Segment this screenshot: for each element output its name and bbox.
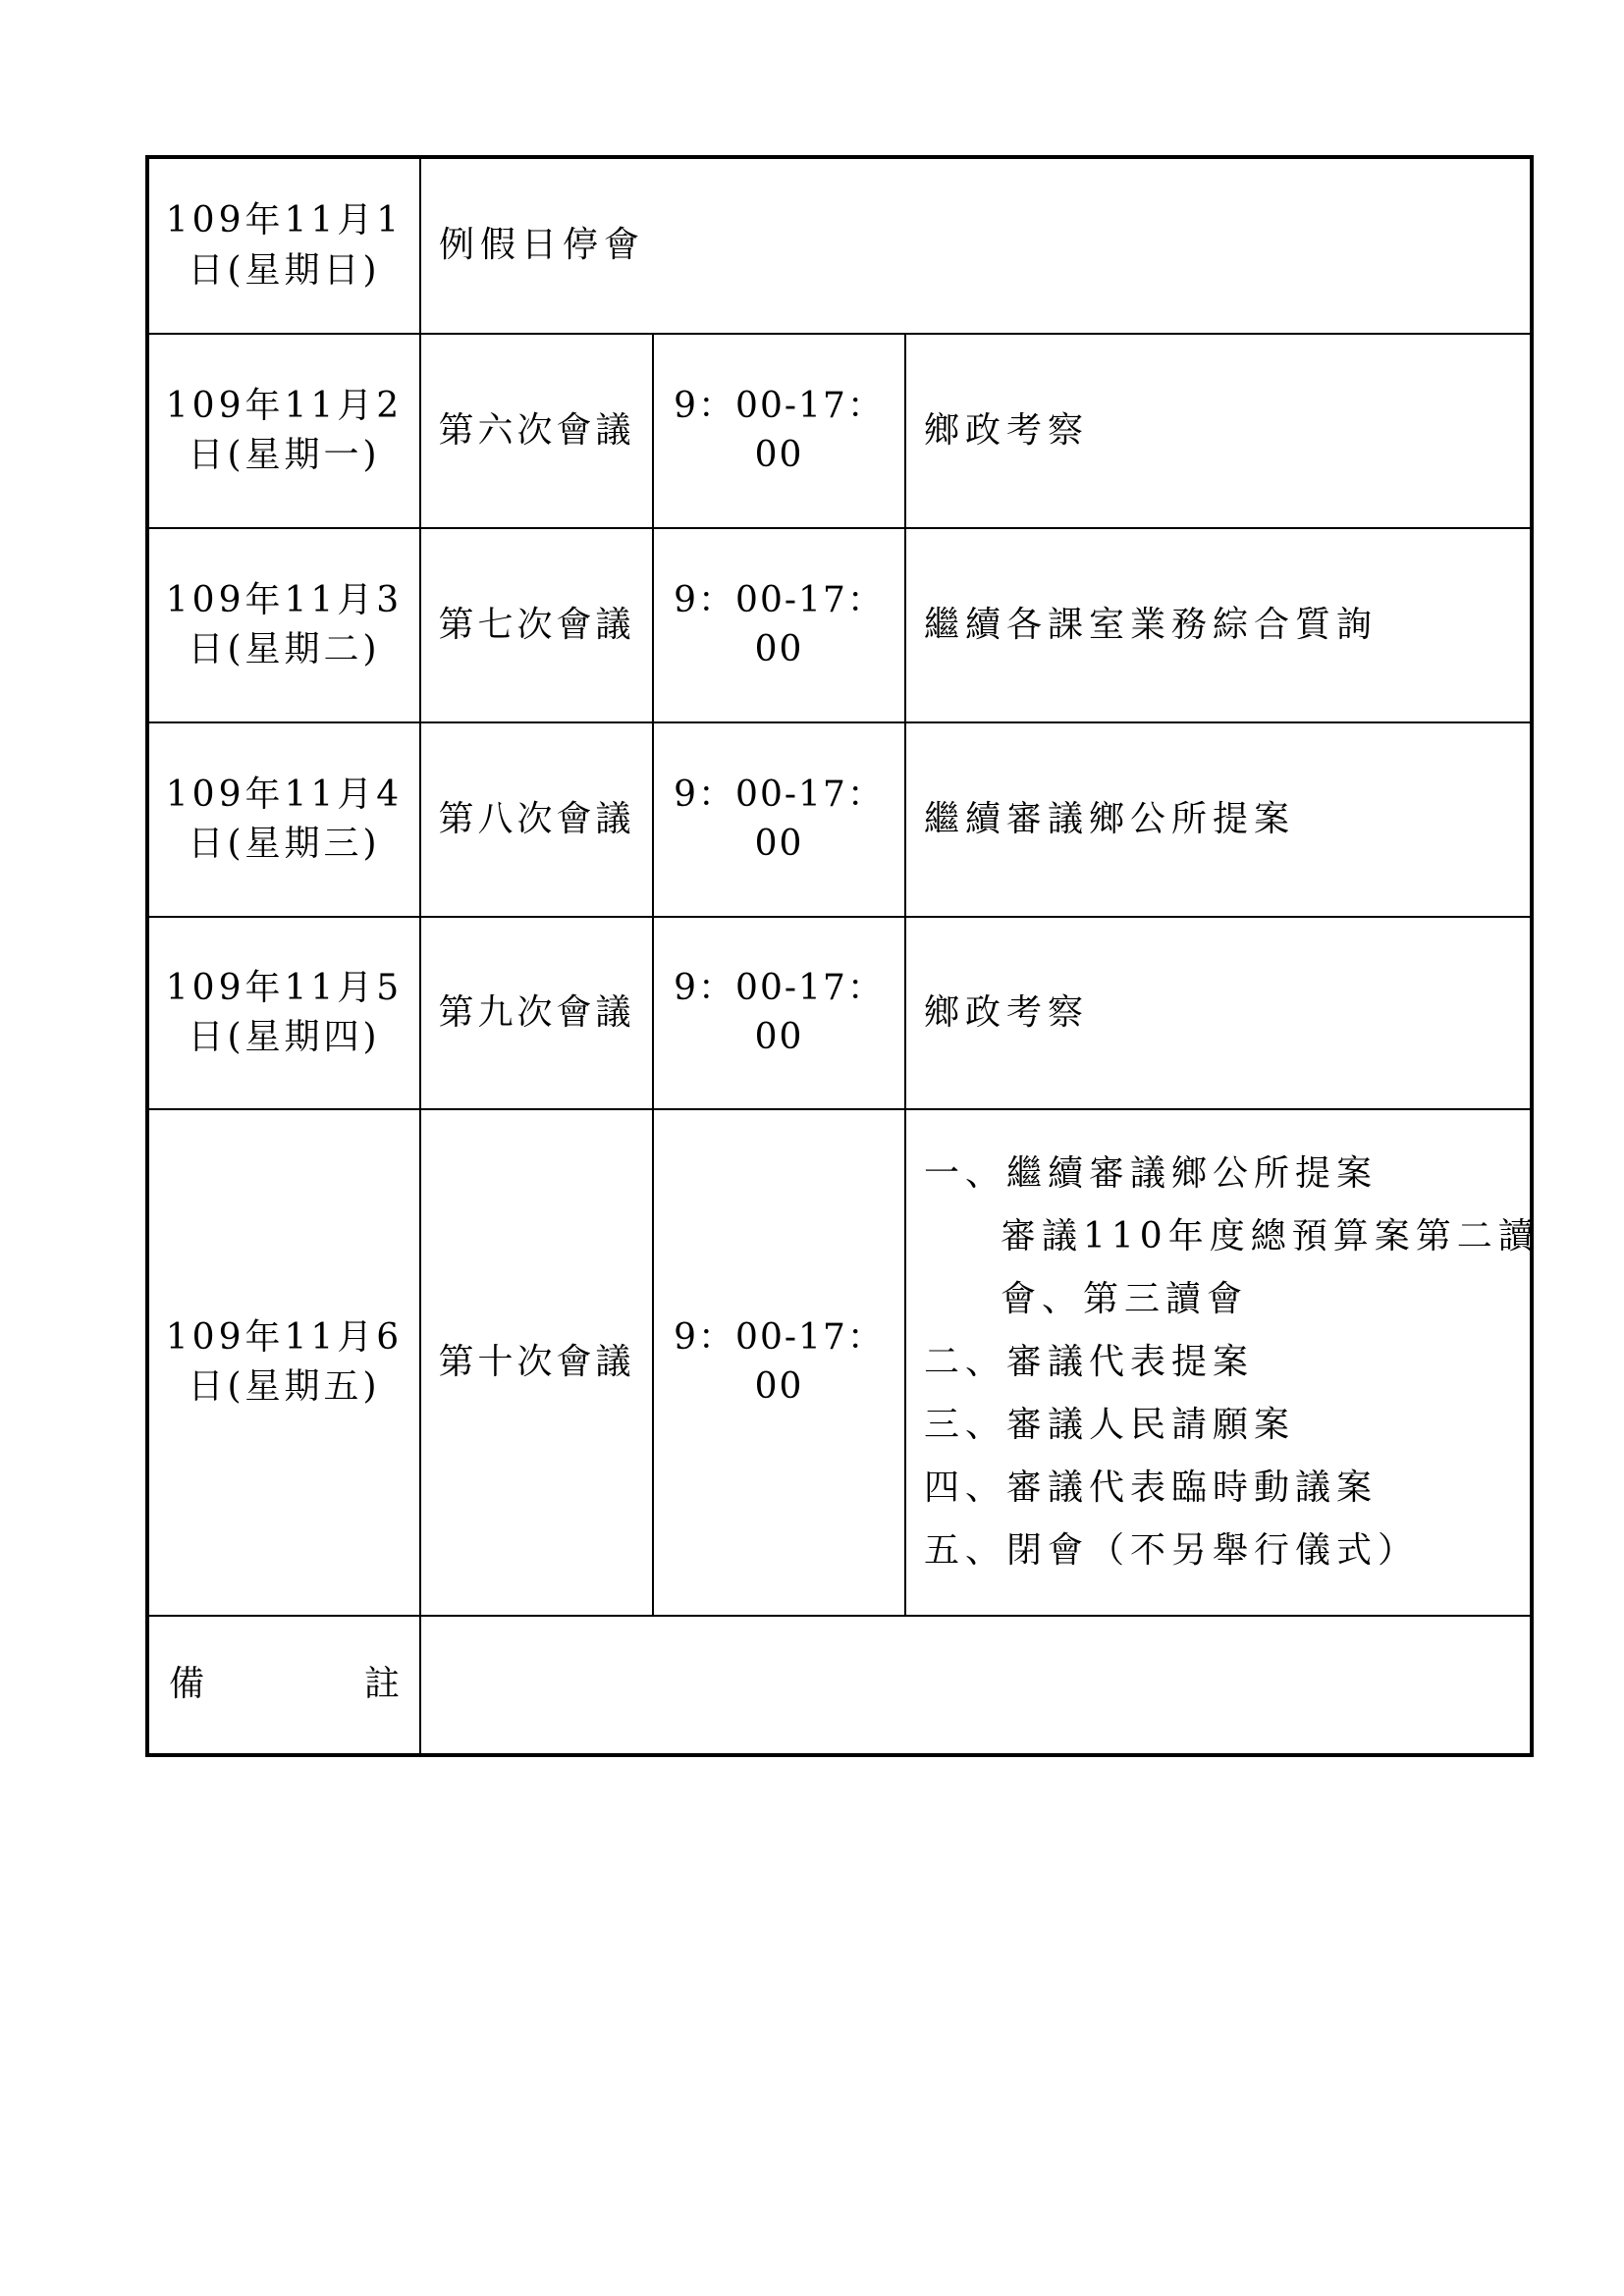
holiday-note: 例假日停會 <box>420 157 1532 334</box>
agenda-line: 會、第三讀會 <box>1001 1279 1249 1319</box>
meeting-time: 9：00-17：00 <box>653 1109 905 1616</box>
weekday-line: 日(星期二) <box>188 629 381 669</box>
agenda-item: 鄉政考察 <box>905 917 1532 1109</box>
agenda-list <box>924 1143 1540 1582</box>
weekday-line: 日(星期一) <box>188 435 381 475</box>
weekday-line: 日(星期四) <box>188 1017 381 1057</box>
date-cell <box>147 917 420 1109</box>
date-cell <box>147 528 420 722</box>
table-row <box>147 1109 1532 1616</box>
date-cell <box>147 722 420 917</box>
date-cell <box>147 1109 420 1616</box>
agenda-item: 繼續各課室業務綜合質詢 <box>905 528 1532 722</box>
table-row <box>147 157 1532 334</box>
meeting-session: 第六次會議 <box>420 334 653 528</box>
remarks-label <box>149 1618 419 1753</box>
remarks-value <box>420 1616 1532 1755</box>
meeting-session: 第八次會議 <box>420 722 653 917</box>
remarks-row <box>147 1616 1532 1755</box>
table-row <box>147 917 1532 1109</box>
agenda-line: 二、審議代表提案 <box>924 1342 1255 1382</box>
date-line: 109年11月5 <box>165 967 404 1008</box>
meeting-time: 9：00-17：00 <box>653 528 905 722</box>
remarks-label-left: 備 <box>169 1664 205 1705</box>
weekday-line: 日(星期三) <box>188 824 381 864</box>
date-cell <box>147 334 420 528</box>
agenda-item: 繼續審議鄉公所提案 <box>905 722 1532 917</box>
remarks-label-cell <box>147 1616 420 1755</box>
date-cell <box>147 157 420 334</box>
table-row <box>147 722 1532 917</box>
meeting-session: 第十次會議 <box>420 1109 653 1616</box>
agenda-line: 一、繼續審議鄉公所提案 <box>924 1153 1379 1194</box>
weekday-line: 日(星期日) <box>188 249 381 291</box>
weekday-line: 日(星期五) <box>188 1366 381 1407</box>
meeting-schedule-table <box>145 155 1540 1757</box>
agenda-item: 鄉政考察 <box>905 334 1532 528</box>
meeting-session: 第九次會議 <box>420 917 653 1109</box>
agenda-line: 三、審議人民請願案 <box>924 1405 1296 1445</box>
date-line: 109年11月2 <box>165 385 404 426</box>
date-line: 109年11月6 <box>165 1316 404 1358</box>
meeting-time: 9：00-17：00 <box>653 917 905 1109</box>
agenda-list-cell <box>905 1109 1540 1616</box>
date-line: 109年11月3 <box>165 579 404 620</box>
meeting-time: 9：00-17：00 <box>653 722 905 917</box>
meeting-session: 第七次會議 <box>420 528 653 722</box>
table-row <box>147 528 1532 722</box>
agenda-line: 四、審議代表臨時動議案 <box>924 1468 1379 1508</box>
remarks-label-right: 註 <box>363 1664 400 1705</box>
agenda-line: 審議110年度總預算案第二讀 <box>1001 1216 1540 1256</box>
agenda-line: 五、閉會（不另舉行儀式） <box>924 1530 1420 1571</box>
date-line: 109年11月1 <box>165 200 404 241</box>
table-row <box>147 334 1532 528</box>
date-line: 109年11月4 <box>165 774 404 815</box>
meeting-time: 9：00-17：00 <box>653 334 905 528</box>
